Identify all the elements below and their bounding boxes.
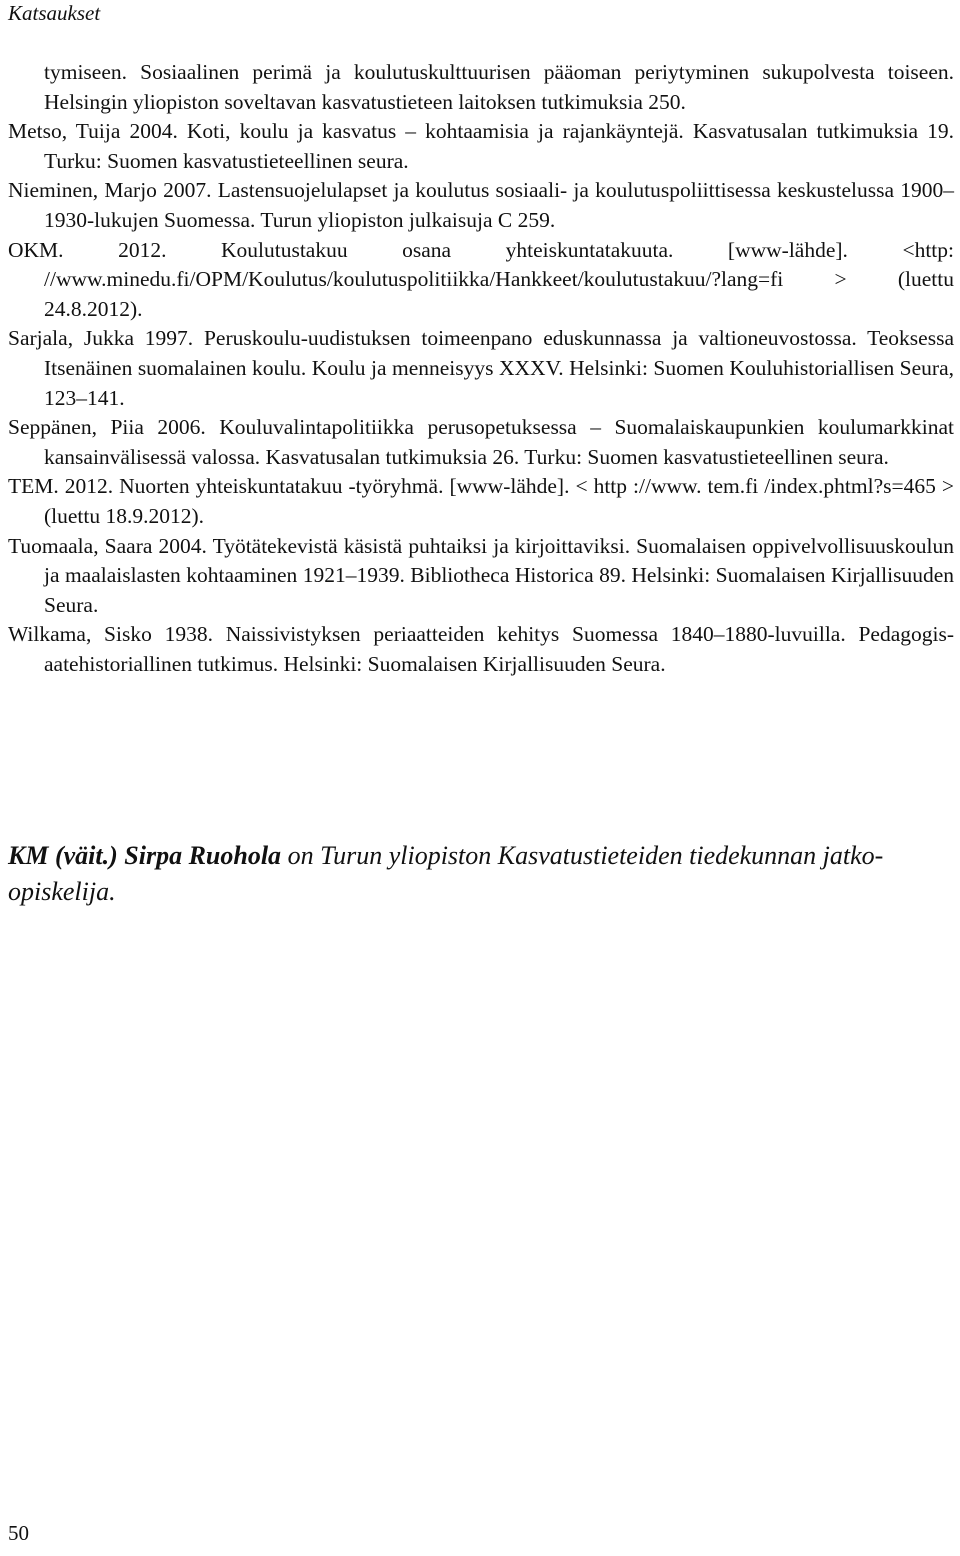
page-number: 50 bbox=[8, 1521, 29, 1545]
reference-entry: Wilkama, Sisko 1938. Naissivistyksen periaatteiden kehitys Suomessa 1840–1880-luvuilla. Pedagogis-aatehistoriallinen tutkimus. Helsinki: Suomalaisen Kirjallisuuden Seura. bbox=[8, 622, 954, 676]
running-header: Katsaukset bbox=[8, 1, 101, 25]
reference-entry: Metso, Tuija 2004. Koti, koulu ja kasvatus – kohtaamisia ja rajankäyntejä. Kasvatusalan tutkimuksia 19. Turku: Suomen kasvatustieteellinen seura. bbox=[8, 119, 954, 173]
reference-entry: Seppänen, Piia 2006. Kouluvalintapolitiikka perusopetuksessa – Suomalaiskaupunkien koulumarkkinat kansainvälisessä valossa. Kasvatusalan tutkimuksia 26. Turku: Suomen kasvatustieteellinen seura. bbox=[8, 415, 954, 469]
author-bio bbox=[8, 838, 948, 910]
reference-entry: Sarjala, Jukka 1997. Peruskoulu-uudistuksen toimeenpano eduskunnassa ja valtioneuvostossa. Teoksessa Itsenäinen suomalainen koulu. Koulu ja menneisyys XXXV. Helsinki: Suomen Kouluhistoriallisen Seura, 123–141. bbox=[8, 326, 954, 410]
reference-entry: Tuomaala, Saara 2004. Työtätekevistä käsistä puhtaiksi ja kirjoittaviksi. Suomalaisen oppivelvollisuuskoulun ja maalaislasten kohtaaminen 1921–1939. Bibliotheca Historica 89. Helsinki: Suomalaisen Kirjallisuuden Seura. bbox=[8, 533, 954, 617]
author-description: on Turun yliopiston Kasvatustieteiden tiedekunnan jatko-opiskelija. bbox=[8, 841, 884, 906]
reference-entry: tymiseen. Sosiaalinen perimä ja koulutuskulttuurisen pääoman periytyminen sukupolvesta toiseen. Helsingin yliopiston soveltavan kasvatustieteen laitoksen tutkimuksia 250. bbox=[44, 60, 954, 114]
reference-entry: TEM. 2012. Nuorten yhteiskuntatakuu -työryhmä. [www-lähde]. < http ://www. tem.fi /index.phtml?s=465 > (luettu 18.9.2012). bbox=[8, 474, 954, 528]
reference-entry: OKM. 2012. Koulutustakuu osana yhteiskuntatakuuta. [www-lähde]. <http: //www.minedu.fi/OPM/Koulutus/koulutuspolitiikka/Hankkeet/koulutustakuu/?lang=fi > (luettu 24.8.2012). bbox=[8, 237, 954, 321]
author-name: KM (väit.) Sirpa Ruohola bbox=[8, 841, 282, 870]
reference-entry: Nieminen, Marjo 2007. Lastensuojelulapset ja koulutus sosiaali- ja koulutuspoliittisessa keskustelussa 1900–1930-lukujen Suomessa. Turun yliopiston julkaisuja C 259. bbox=[8, 178, 954, 232]
reference-list bbox=[8, 58, 954, 679]
